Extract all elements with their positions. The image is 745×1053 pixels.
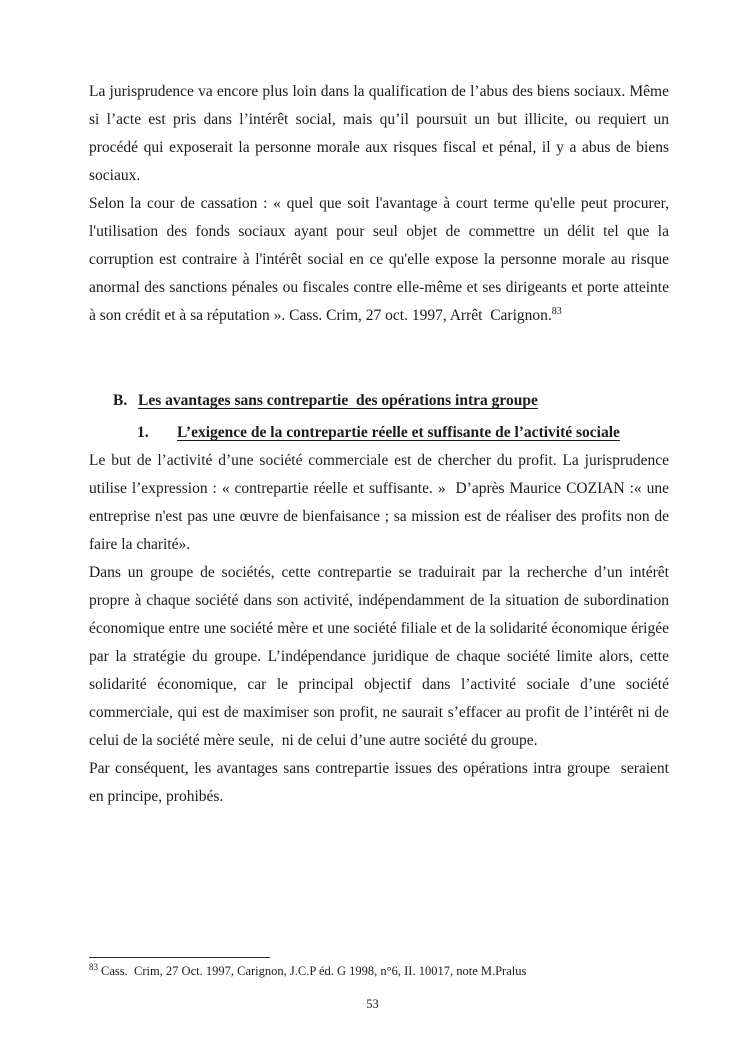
subsection-heading-label: L’exigence de la contrepartie réelle et suffisante de l’activité sociale (177, 424, 620, 441)
body-paragraph: Dans un groupe de sociétés, cette contrepartie se traduirait par la recherche d’un intérêt propre à chaque société dans son activité, indépendamment de la situation de subordination économique entre une société mère et une société filiale et de la solidarité économique érigée par la stratégie du groupe. L’indépendance juridique de chaque société limite alors, cette solidarité économique, car le principal objectif dans l’activité sociale d’une société commerciale, qui est de maximiser son profit, ne saurait s’effacer au profit de l’intérêt ni de celui de la société mère seule, ni de celui d’une autre société du groupe. (89, 564, 673, 749)
body-paragraph: Par conséquent, les avantages sans contrepartie issues des opérations intra groupe seraient en principe, prohibés. (89, 760, 677, 805)
subsection-heading (89, 419, 669, 447)
footnote-reference: 83 (551, 305, 562, 317)
section-heading-label: Les avantages sans contrepartie des opérations intra groupe (138, 392, 538, 409)
body-paragraph: Le but de l’activité d’une société commerciale est de chercher du profit. La jurisprudence utilise l’expression : « contrepartie réelle et suffisante. » D’après Maurice COZIAN :« une entreprise n'est pas une œuvre de bienfaisance ; sa mission est de réaliser des profits non de faire la charité». (89, 452, 673, 553)
body-paragraph: La jurisprudence va encore plus loin dans la qualification de l’abus des biens sociaux. Même si l’acte est pris dans l’intérêt social, mais qu’il poursuit un but illicite, ou requiert un procédé qui exposerait la personne morale aux risques fiscal et pénal, il y a abus de biens sociaux. (89, 83, 673, 184)
section-heading-number: B. (113, 392, 128, 409)
footnote-marker: 83 (89, 961, 98, 972)
page-number: 53 (366, 997, 379, 1011)
page-body (89, 78, 677, 811)
footnote-text: Cass. Crim, 27 Oct. 1997, Carignon, J.C.P éd. G 1998, n°6, II. 10017, note M.Pralus (101, 964, 527, 978)
footnote-separator (89, 957, 270, 958)
subsection-heading-number: 1. (137, 424, 149, 441)
paragraph-text: Selon la cour de cassation : « quel que soit l'avantage à court terme qu'elle peut procurer, l'utilisation des fonds sociaux ayant pour seul objet de commettre un délit tel que la corruption est contraire à l'intérêt social en ce qu'elle expose la personne morale au risque anormal des sanctions pénales ou fiscales contre elle-même et ses dirigeants et porte atteinte à son crédit et à sa réputation ». Cass. Crim, 27 oct. 1997, Arrêt Carignon. (89, 195, 673, 324)
section-heading (89, 387, 669, 415)
body-paragraph (89, 190, 673, 330)
footnote (89, 963, 669, 980)
